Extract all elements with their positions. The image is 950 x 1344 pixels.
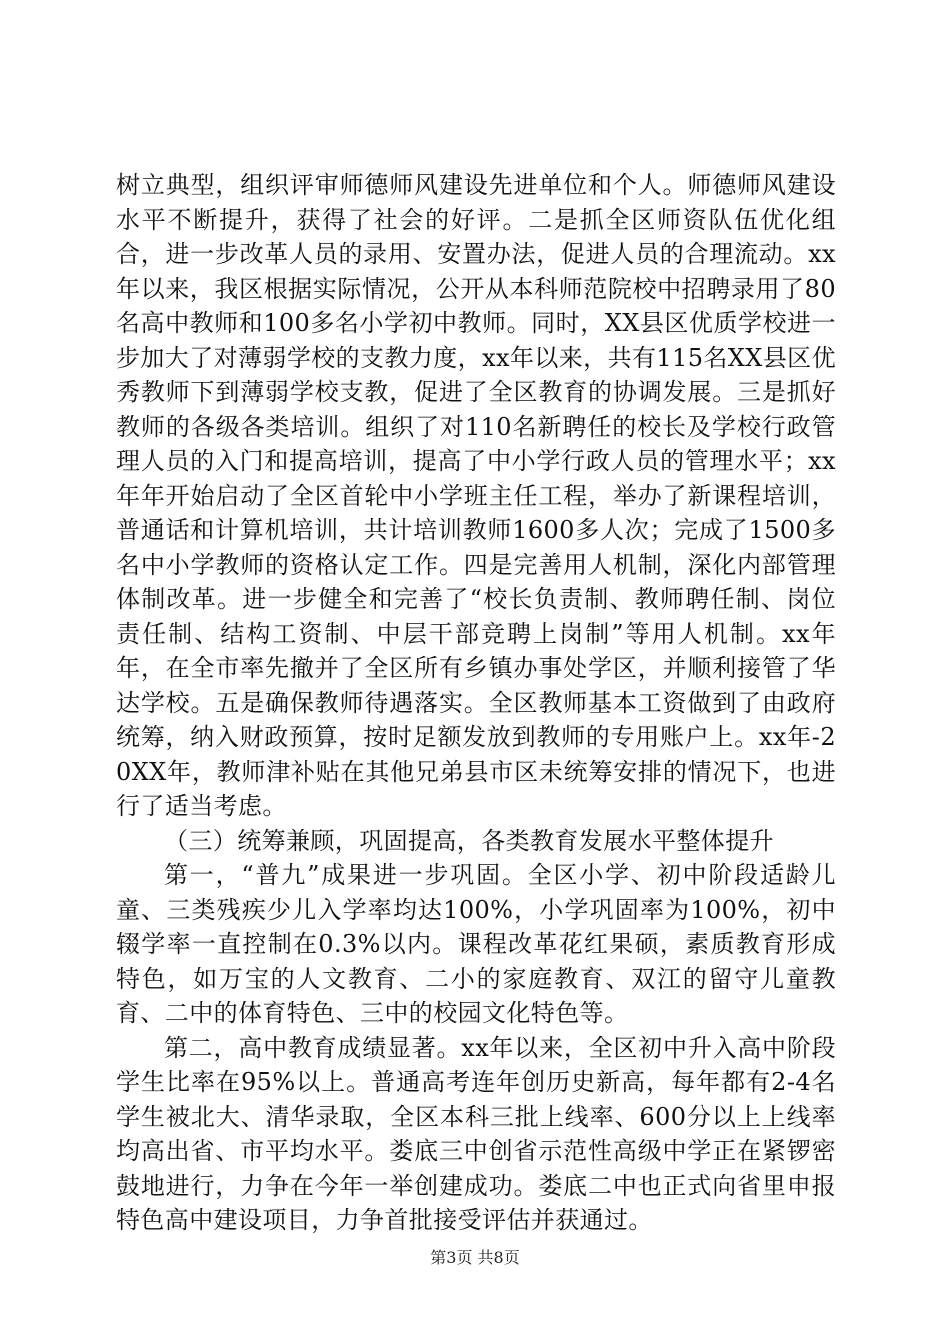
body-text <box>116 168 836 1238</box>
section-heading: （三）统筹兼顾，巩固提高，各类教育发展水平整体提升 <box>164 826 774 855</box>
page-footer: 第3页 共8页 <box>430 1248 520 1267</box>
paragraph-first: 第一，“普九”成果进一步巩固。全区小学、初中阶段适龄儿童、三类残疾少儿入学率均达100%，小学巩固率为100%，初中辍学率一直控制在0.3%以内。课程改革花红果硕，素质教育形成特色，如万宝的人文教育、二小的家庭教育、双江的留守儿童教育、二中的体育特色、三中的校园文化特色等。 <box>116 861 836 1027</box>
paragraph-second: 第二，高中教育成绩显著。xx年以来，全区初中升入高中阶段学生比率在95%以上。普通高考连年创历史新高，每年都有2-4名学生被北大、清华录取，全区本科三批上线率、600分以上上线率均高出省、市平均水平。娄底三中创省示范性高级中学正在紧锣密鼓地进行，力争在今年一举创建成功。娄底二中也正式向省里申报特色高中建设项目，力争首批接受评估并获通过。 <box>116 1033 836 1234</box>
paragraph-continuation: 树立典型，组织评审师德师风建设先进单位和个人。师德师风建设水平不断提升，获得了社会的好评。二是抓全区师资队伍优化组合，进一步改革人员的录用、安置办法，促进人员的合理流动。xx年以来，我区根据实际情况，公开从本科师范院校中招聘录用了80名高中教师和100多名小学初中教师。同时，XX县区优质学校进一步加大了对薄弱学校的支教力度，xx年以来，共有115名XX县区优秀教师下到薄弱学校支教，促进了全区教育的协调发展。三是抓好教师的各级各类培训。组织了对110名新聘任的校长及学校行政管理人员的入门和提高培训，提高了中小学行政人员的管理水平；xx年年开始启动了全区首轮中小学班主任工程，举办了新课程培训，普通话和计算机培训，共计培训教师1600多人次；完成了1500多名中小学教师的资格认定工作。四是完善用人机制，深化内部管理体制改革。进一步健全和完善了“校长负责制、教师聘任制、岗位责任制、结构工资制、中层干部竞聘上岗制”等用人机制。xx年年，在全市率先撤并了全区所有乡镇办事处学区，并顺利接管了华达学校。五是确保教师待遇落实。全区教师基本工资做到了由政府统筹，纳入财政预算，按时足额发放到教师的专用账户上。xx年-20XX年，教师津补贴在其他兄弟县市区未统筹安排的情况下，也进行了适当考虑。 <box>116 171 836 820</box>
